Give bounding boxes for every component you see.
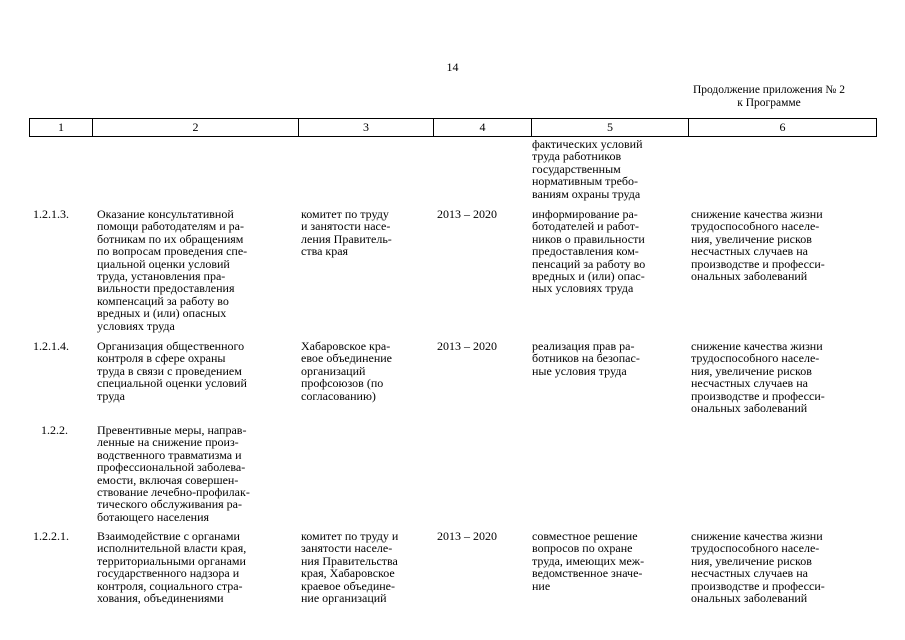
- continuation-line-1: Продолжение приложения № 2: [692, 84, 846, 96]
- result-cell: совместное решение вопросов по охране труда, имеющих меж- ведомственное значе- ние: [532, 529, 645, 593]
- consequence-cell: снижение качества жизни трудоспособного населе- ния, увеличение рисков несчастных случаев на производстве и професси- ональных заболеваний: [691, 339, 825, 416]
- row-number: 1.2.2.1.: [33, 529, 69, 543]
- column-header-5: 5: [532, 119, 689, 137]
- continued-result-cell: фактических условий труда работников государственным нормативным требо- ваниям охраны труда: [532, 137, 643, 201]
- column-header-1: 1: [30, 119, 93, 137]
- result-cell: реализация прав ра- ботников на безопас- ные условия труда: [532, 339, 640, 378]
- row-number: 1.2.2.: [41, 423, 68, 437]
- period-cell: 2013 – 2020: [437, 207, 497, 221]
- consequence-cell: снижение качества жизни трудоспособного населе- ния, увеличение рисков несчастных случаев на производстве и професси- ональных заболеваний: [691, 207, 825, 284]
- column-header-6: 6: [689, 119, 877, 137]
- consequence-cell: снижение качества жизни трудоспособного населе- ния, увеличение рисков несчастных случаев на производстве и професси- ональных заболеваний: [691, 529, 825, 606]
- executor-cell: комитет по труду и занятости насе- ления Правитель- ства края: [301, 207, 392, 259]
- row-number: 1.2.1.3.: [33, 207, 69, 221]
- continuation-note: [669, 84, 869, 110]
- column-header-4: 4: [434, 119, 532, 137]
- column-header-row: [29, 118, 877, 137]
- result-cell: информирование ра- ботодателей и работ- ников о правильности предоставления ком- пенсаций за работу во вредных и (или) опас- ных условиях труда: [532, 207, 646, 296]
- period-cell: 2013 – 2020: [437, 529, 497, 543]
- page-number: 14: [446, 60, 459, 74]
- period-cell: 2013 – 2020: [437, 339, 497, 353]
- row-number: 1.2.1.4.: [33, 339, 69, 353]
- column-header-3: 3: [299, 119, 434, 137]
- measure-cell: Организация общественного контроля в сфере охраны труда в связи с проведением специальной оценки условий труда: [97, 339, 247, 403]
- continuation-line-2: к Программе: [737, 97, 801, 109]
- measure-cell: Оказание консультативной помощи работодателям и ра- ботникам по их обращениям по вопросам проведения спе- циальной оценки условий труда, установления пра- вильности предоставления компенсаций за работу во вредных и (или) опасных условиях труда: [97, 207, 248, 333]
- executor-cell: комитет по труду и занятости населе- ния Правительства края, Хабаровское краевое объедине- ние организаций: [301, 529, 399, 606]
- measure-cell: Взаимодействие с органами исполнительной власти края, территориальными органами государственного надзора и контроля, социального стра- хования, объединениями: [97, 529, 247, 606]
- column-header-2: 2: [93, 119, 299, 137]
- executor-cell: Хабаровское кра- евое объединение организаций профсоюзов (по согласованию): [301, 339, 393, 403]
- measure-cell: Превентивные меры, направ- ленные на снижение произ- водственного травматизма и профессиональной заболева- емости, включая совершен- ствование лечебно-профилак- тического обслуживания ра- ботающего населения: [97, 423, 250, 524]
